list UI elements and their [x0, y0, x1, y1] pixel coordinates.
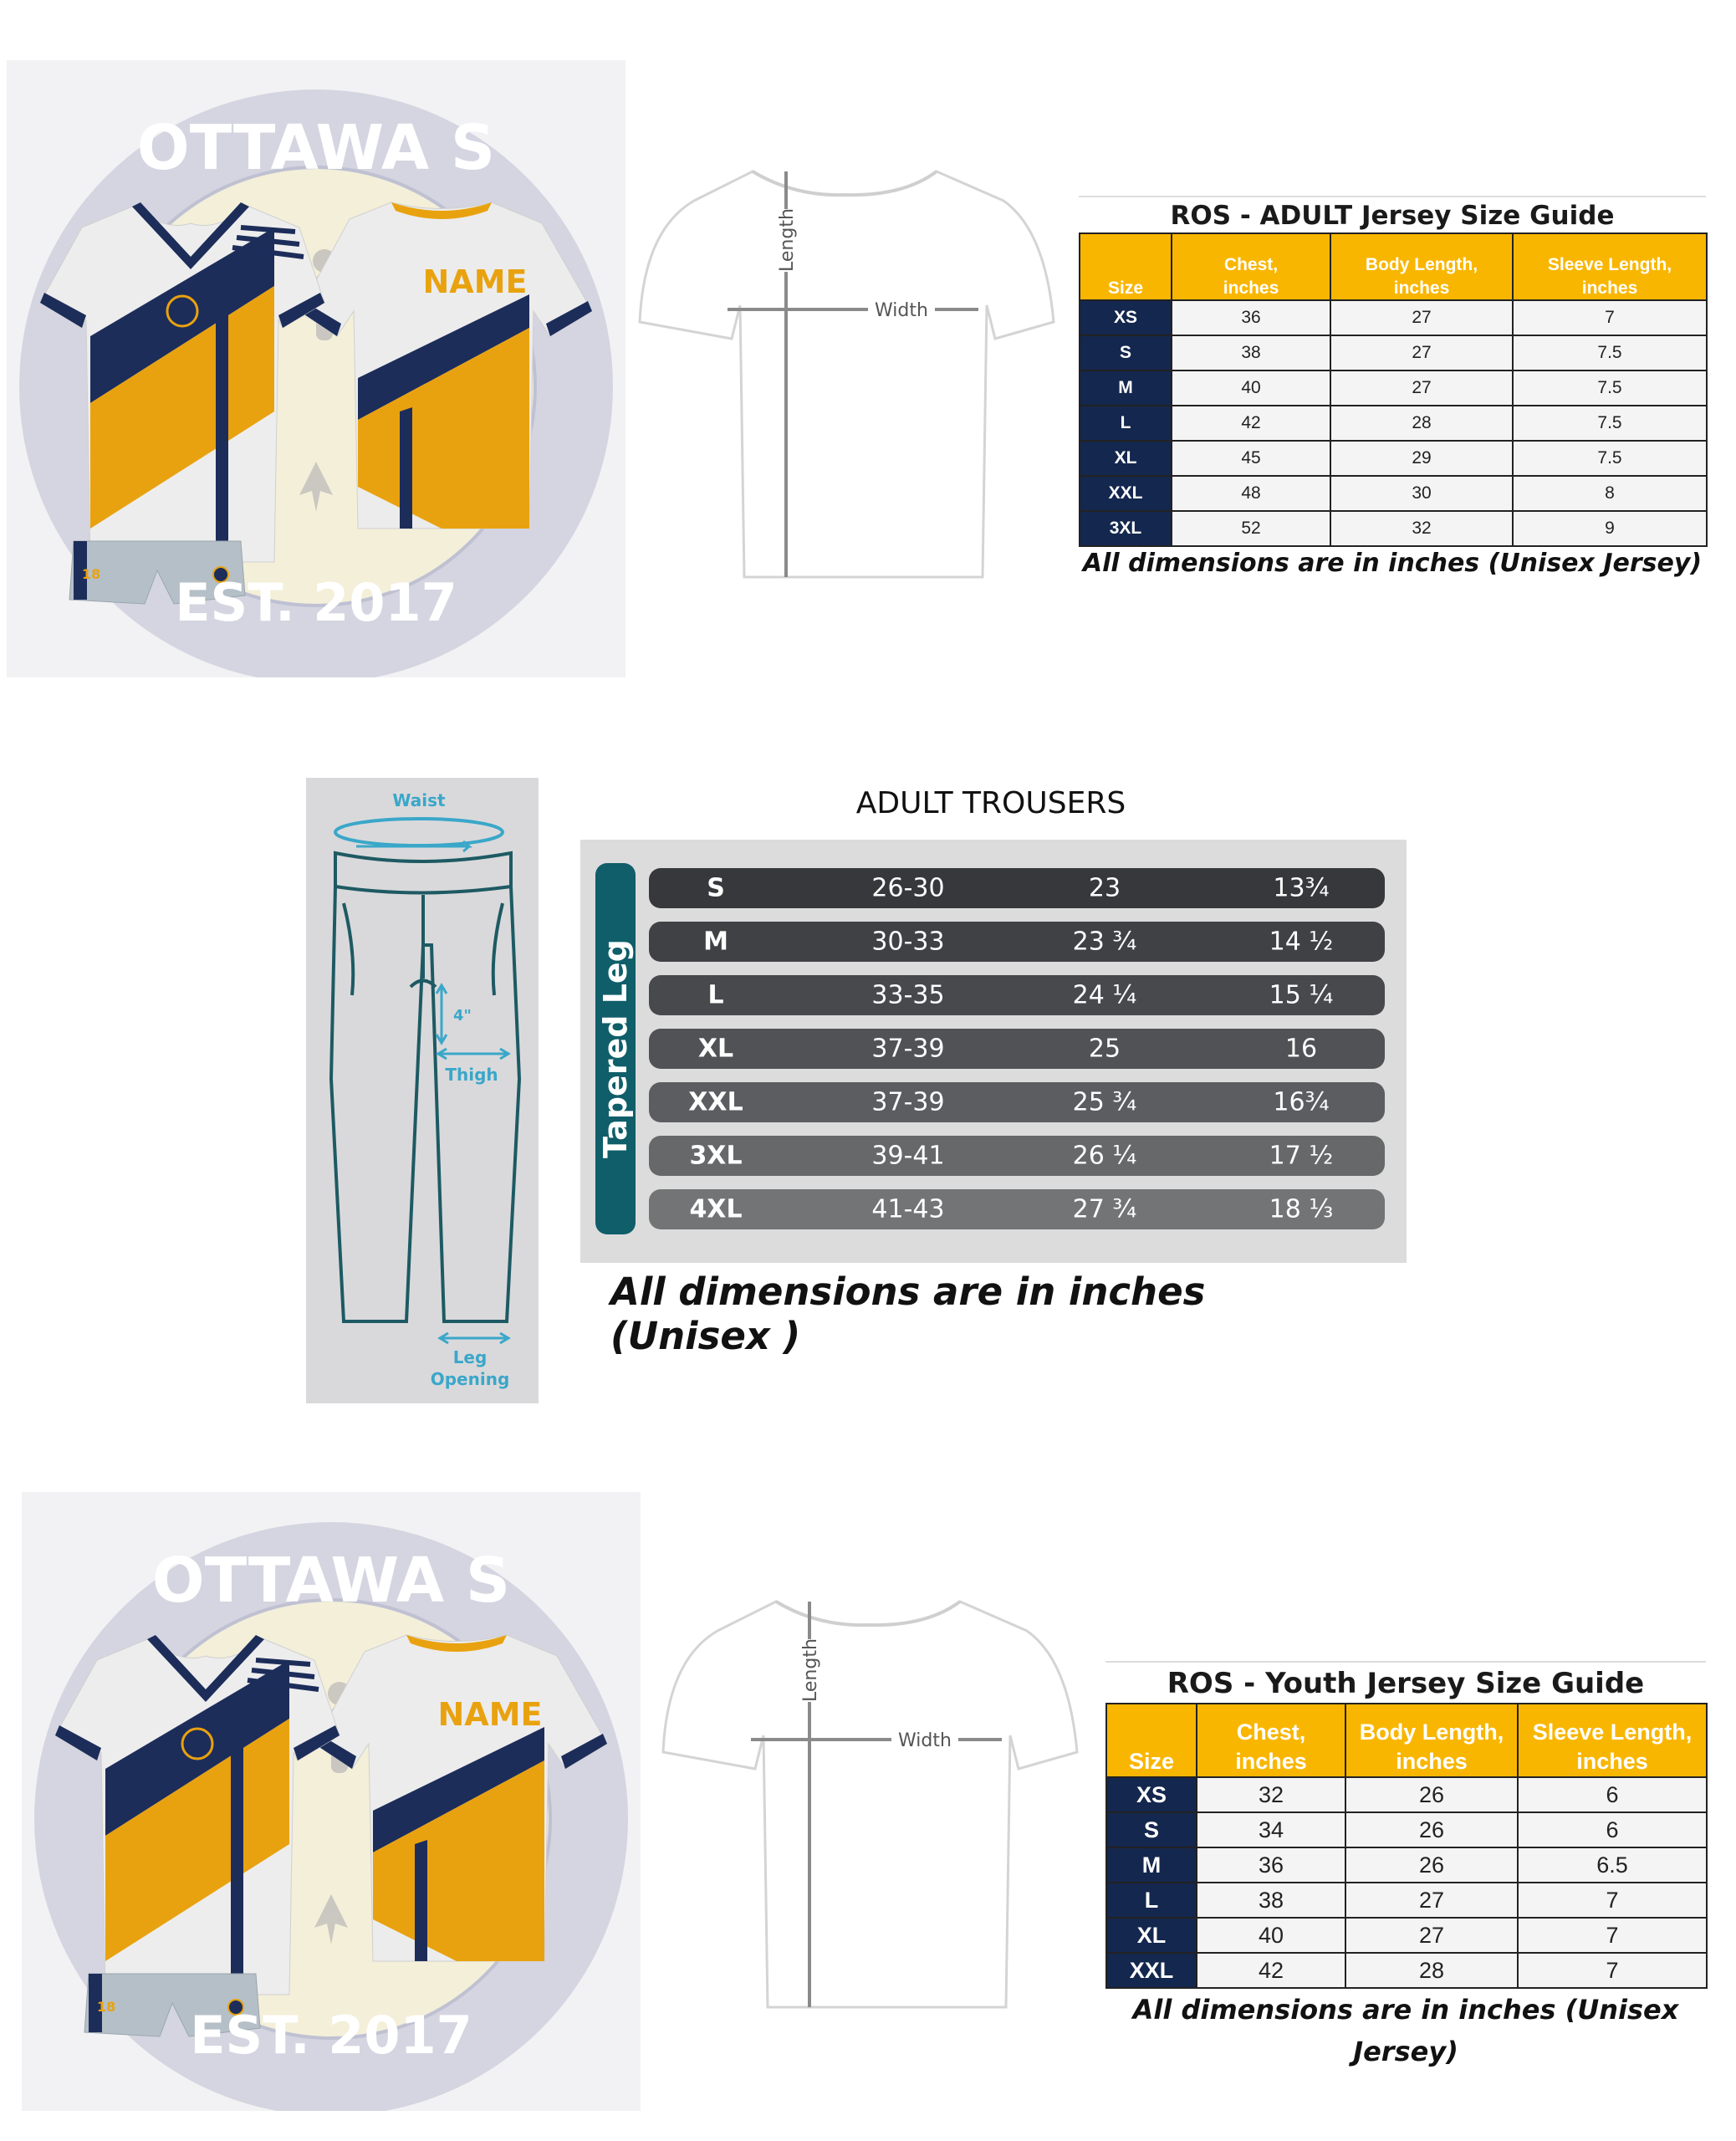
leg-opening-cell: 17 ½: [1269, 1141, 1334, 1171]
waist-cell: 30-33: [871, 927, 945, 957]
youth-table-note: All dimensions are in inches (Unisex Jersey): [1132, 1994, 1679, 2067]
thigh-cell: 23: [1088, 873, 1121, 903]
kit-illustration: [7, 60, 625, 677]
length-label: Length: [777, 208, 798, 272]
tapered-leg-tab: [595, 863, 636, 1234]
leg-opening-label-1: Leg: [452, 1347, 488, 1367]
trousers-row: [649, 868, 1385, 908]
column-header-chest: Chest, inches: [1197, 1704, 1345, 1777]
leg-opening-cell: 18 ⅓: [1269, 1194, 1334, 1224]
thigh-cell: 26 ¼: [1072, 1141, 1137, 1171]
size-cell: XXL: [688, 1087, 743, 1117]
logo-bottom-text: EST. 2017: [190, 2005, 472, 2066]
size-cell: M: [703, 927, 728, 957]
column-header-sleeve-length: Sleeve Length, inches: [1513, 233, 1707, 300]
column-header-body-length: Body Length, inches: [1345, 1704, 1518, 1777]
column-header-size: Size: [1106, 1704, 1197, 1777]
table-row: 3XL 52 32 9: [1080, 511, 1707, 546]
trousers-row: [649, 1136, 1385, 1176]
thigh-cell: 24 ¼: [1072, 980, 1137, 1010]
width-label: Width: [898, 1730, 952, 1751]
youth-size-table: [1105, 1703, 1708, 1989]
width-label: Width: [875, 300, 928, 321]
number-print: 18: [97, 1999, 116, 2015]
table-row: XS 32 26 6: [1106, 1777, 1707, 1812]
column-header-chest: Chest, inches: [1172, 233, 1330, 300]
trousers-diagram: [306, 778, 539, 1403]
table-row: L 42 28 7.5: [1080, 406, 1707, 441]
size-cell: 4XL: [689, 1194, 743, 1224]
trousers-note: All dimensions are in inches (Unisex ): [610, 1270, 1206, 1358]
waist-cell: 33-35: [871, 980, 945, 1010]
table-row: S 38 27 7.5: [1080, 335, 1707, 370]
length-label: Length: [800, 1638, 821, 1702]
name-print: NAME: [437, 1696, 543, 1733]
adult-kit-mockup: [7, 60, 625, 677]
table-row: L 38 27 7: [1106, 1883, 1707, 1918]
size-cell: XL: [697, 1034, 734, 1064]
table-row: XS 36 27 7: [1080, 300, 1707, 335]
adult-table-note: All dimensions are in inches (Unisex Jersey): [1082, 549, 1703, 578]
leg-opening-cell: 13¾: [1273, 873, 1330, 903]
size-cell: S: [707, 873, 725, 903]
waist-cell: 37-39: [871, 1034, 945, 1064]
trousers-title: ADULT TROUSERS: [855, 786, 1126, 820]
column-header-sleeve-length: Sleeve Length, inches: [1518, 1704, 1707, 1777]
leg-opening-cell: 16¾: [1273, 1087, 1330, 1117]
logo-top-text: OTTAWA S: [136, 112, 496, 184]
thigh-cell: 25: [1088, 1034, 1121, 1064]
adult-table-title: ROS - ADULT Jersey Size Guide: [1079, 196, 1706, 234]
kit-illustration: [22, 1492, 641, 2111]
thigh-cell: 25 ¾: [1072, 1087, 1137, 1117]
logo-top-text: OTTAWA S: [151, 1545, 511, 1617]
adult-tee-diagram: [627, 155, 1062, 590]
waist-cell: 37-39: [871, 1087, 945, 1117]
table-row: XXL 48 30 8: [1080, 476, 1707, 511]
waist-cell: 41-43: [871, 1194, 945, 1224]
trousers-row: [649, 975, 1385, 1015]
size-cell: L: [707, 980, 724, 1010]
youth-table-title: ROS - Youth Jersey Size Guide: [1105, 1661, 1706, 1704]
trousers-row: [649, 922, 1385, 962]
table-row: S 34 26 6: [1106, 1812, 1707, 1847]
leg-opening-label-2: Opening: [430, 1369, 510, 1389]
logo-bottom-text: EST. 2017: [175, 572, 457, 633]
trousers-row: [649, 1189, 1385, 1229]
number-print: 18: [82, 566, 101, 582]
name-print: NAME: [422, 263, 528, 300]
table-row: XXL 42 28 7: [1106, 1953, 1707, 1988]
leg-opening-cell: 15 ¼: [1269, 980, 1334, 1010]
thigh-cell: 23 ¾: [1072, 927, 1137, 957]
table-row: XL 45 29 7.5: [1080, 441, 1707, 476]
waist-label: Waist: [392, 790, 446, 810]
column-header-size: Size: [1080, 233, 1172, 300]
youth-tee-diagram: [651, 1585, 1085, 2020]
leg-opening-cell: 16: [1284, 1034, 1318, 1064]
rise-label: 4": [453, 1007, 472, 1025]
tapered-leg-label: Tapered Leg: [597, 939, 634, 1158]
trousers-row: [649, 1029, 1385, 1069]
trousers-size-chart: [580, 840, 1407, 1263]
size-cell: 3XL: [689, 1141, 743, 1171]
youth-kit-mockup: [22, 1492, 641, 2111]
table-row: M 36 26 6.5: [1106, 1847, 1707, 1883]
thigh-cell: 27 ¾: [1072, 1194, 1137, 1224]
trousers-row: [649, 1082, 1385, 1122]
adult-size-table: [1079, 232, 1708, 547]
table-row: M 40 27 7.5: [1080, 370, 1707, 406]
column-header-body-length: Body Length, inches: [1330, 233, 1513, 300]
waist-cell: 26-30: [871, 873, 945, 903]
leg-opening-cell: 14 ½: [1269, 927, 1334, 957]
thigh-label: Thigh: [445, 1065, 498, 1085]
table-row: XL 40 27 7: [1106, 1918, 1707, 1953]
waist-cell: 39-41: [871, 1141, 945, 1171]
